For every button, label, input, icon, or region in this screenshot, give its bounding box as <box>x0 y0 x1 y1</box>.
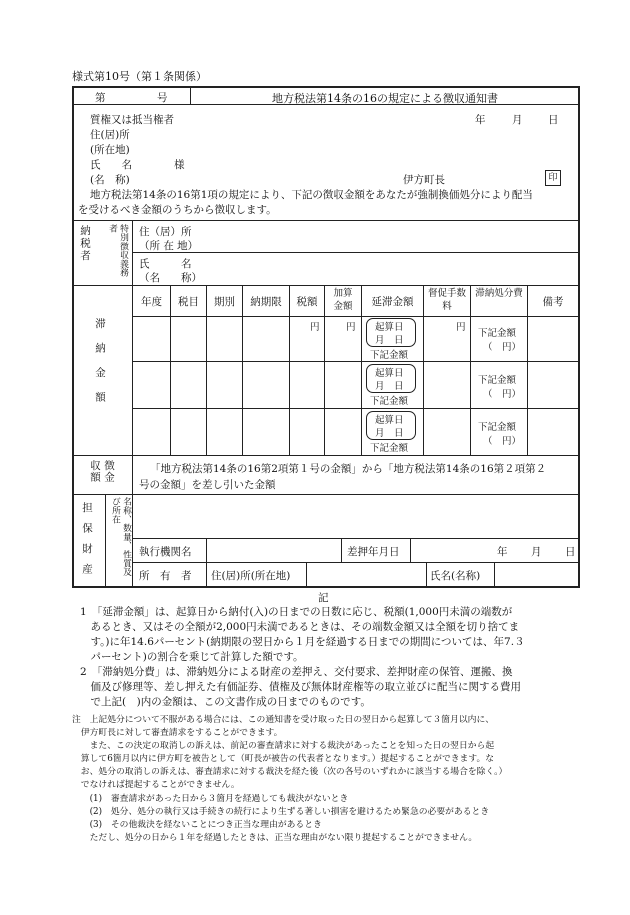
yen-reminder: 円 <box>456 322 466 333</box>
disposition-amount: 下記金額 <box>478 375 517 386</box>
col-due-date: 納期限 <box>250 296 282 308</box>
col-disposition-fee: 滞納処分費 <box>475 288 523 299</box>
taxpayer-address-label: 住（居）所 <box>139 226 192 238</box>
taxpayer-office-label: （所 在 地） <box>139 240 199 252</box>
intro-line-2: を受けるべき金額のうちから徴収します。 <box>78 204 277 216</box>
below-amount-label: 下記金額 <box>370 443 409 454</box>
month-day-label: 月 日 <box>375 335 404 346</box>
note-line: で上記( )内の金額は、この文書作成の日までのものです。 <box>80 696 371 708</box>
issuer-name: 伊方町長 <box>403 174 445 186</box>
col-delinquency: 延滞金額 <box>371 296 414 308</box>
taxpayer-name-label: 氏 名 <box>139 258 192 270</box>
date-month: 月 <box>512 114 523 126</box>
start-date-label: 起算日 <box>375 415 404 426</box>
pledgee-label: 質権又は抵当権者 <box>90 114 174 126</box>
footnote-line: (2) 処分、処分の執行又は手続きの続行により生ずる著しい損害を避けるため緊急の必要があるとき <box>72 807 490 817</box>
taxpayer-alt-name-label: （名 称） <box>139 272 202 284</box>
month-day-label: 月 日 <box>375 428 404 439</box>
number-dai: 第 <box>95 92 106 104</box>
footnote-line: (1) 審査請求があった日から３箇月を経過しても裁決がないとき <box>72 794 349 804</box>
office-label: (所在地) <box>90 144 130 156</box>
owner-label: 所 有 者 <box>139 570 192 582</box>
footnote-line: 伊方町長に対して審査請求をすることができます。 <box>72 728 283 738</box>
footnote-line: 算して6箇月以内に伊方町を被告として（町長が被告の代表者となります。）提起することができます。な <box>72 754 495 764</box>
yen-tax: 円 <box>310 322 320 333</box>
note-line: 2 「滞納処分費」は、滞納処分による財産の差押え、交付要求、差押財産の保管、運搬、換 <box>80 666 513 678</box>
form-number: 様式第10号（第１条関係） <box>72 70 207 83</box>
disposition-amount-paren: （ 円） <box>483 436 522 447</box>
note-line: パーセント)の割合を乗じて計算した額です。 <box>80 651 304 663</box>
date-year: 年 <box>475 114 486 126</box>
col-year: 年度 <box>141 296 162 308</box>
seizure-date-label: 差押年月日 <box>347 546 400 558</box>
disposition-amount: 下記金額 <box>478 328 517 339</box>
disposition-amount: 下記金額 <box>478 422 517 433</box>
col-period: 期別 <box>214 296 235 308</box>
disposition-amount-paren: （ 円） <box>483 342 522 353</box>
col-additional: 加算金額 <box>333 288 353 312</box>
collection-line-1: 「地方税法第14条の16第2項第１号の金額」から「地方税法第14条の16第２項第２ <box>150 463 547 475</box>
owner-name-label: 氏名(名称) <box>430 570 481 582</box>
col-tax-item: 税目 <box>178 296 199 308</box>
collateral-side-label: 担保財産 <box>81 502 93 584</box>
collection-label: 徴金収額 <box>89 460 115 483</box>
footnote-line: でなければ提起することができません。 <box>72 780 240 790</box>
collateral-item-label: 名称、数量、性質及び所在 <box>110 497 131 577</box>
yen-additional: 円 <box>346 322 356 333</box>
note-line: あるとき、又はその全額が2,000円未満であるときは、その端数金額又は全額を切り捨てま <box>80 621 520 633</box>
collection-line-2: 号の金額」を差し引いた金額 <box>139 479 276 491</box>
footnote-line: ただし、処分の日から１年を経過したときは、正当な理由がない限り提起することができません。 <box>72 833 478 843</box>
seizure-year: 年 <box>497 546 508 558</box>
document-title: 地方税法第14条の16の規定による徴収通知書 <box>272 92 498 105</box>
note-line: 1 「延滞金額」は、起算日から納付(入)の日までの日数に応じ、税額(1,000円未満の端数が <box>80 606 513 618</box>
owner-address-label: 住(居)所(所在地) <box>211 570 291 582</box>
number-go: 号 <box>157 92 168 104</box>
col-tax-amount: 税額 <box>296 296 318 308</box>
note-line: 価及び修理等、差し押えた有価証券、債権及び無体財産権等の取立並びに配当に関する費用 <box>80 681 521 693</box>
intro-line-1: 地方税法第14条の16第1項の規定により、下記の徴収金額をあなたが強制換価処分により配当 <box>90 189 533 201</box>
start-date-label: 起算日 <box>375 368 404 379</box>
arrears-side-label: 滞納金額 <box>94 318 106 416</box>
start-date-label: 起算日 <box>375 322 404 333</box>
taxpayer-label: 納税者 <box>79 225 91 263</box>
alt-name-label: (名 称) <box>90 174 130 186</box>
seizure-month: 月 <box>531 546 542 558</box>
month-day-label: 月 日 <box>375 381 404 392</box>
disposition-amount-paren: （ 円） <box>483 389 522 400</box>
seizure-day: 日 <box>565 546 576 558</box>
note-line: す。)に年14.6パーセント(納期限の翌日から１月を経過する日までの期間については、年7.３ <box>80 636 525 648</box>
footnote-line: また、この決定の取消しの訴えは、前記の審査請求に対する裁決があったことを知った日の翌日から起 <box>72 741 495 751</box>
name-label: 氏 名 様 <box>90 159 185 171</box>
notes-title: 記 <box>318 592 329 604</box>
special-collector-label: 特別徴収義務者 <box>107 224 128 277</box>
address-label: 住(居)所 <box>90 129 130 141</box>
col-reminder-fee: 督促手数料 <box>427 288 466 312</box>
below-amount-label: 下記金額 <box>370 350 409 361</box>
footnote-line: お、処分の取消しの訴えは、審査請求に対する裁決を経た後（次の各号のいずれかに該当する場合を除く。） <box>72 767 508 777</box>
below-amount-label: 下記金額 <box>370 396 409 407</box>
footnote-line: 注 上記処分について不服がある場合には、この通知書を受け取った日の翌日から起算して３箇月以内に、 <box>72 715 495 725</box>
seal-mark: 印 <box>545 170 561 186</box>
date-day: 日 <box>548 114 559 126</box>
exec-agency-label: 執行機関名 <box>139 546 192 558</box>
footnote-line: (3) その他裁決を経ないことにつき正当な理由があるとき <box>72 820 322 830</box>
col-remarks: 備考 <box>542 296 564 308</box>
